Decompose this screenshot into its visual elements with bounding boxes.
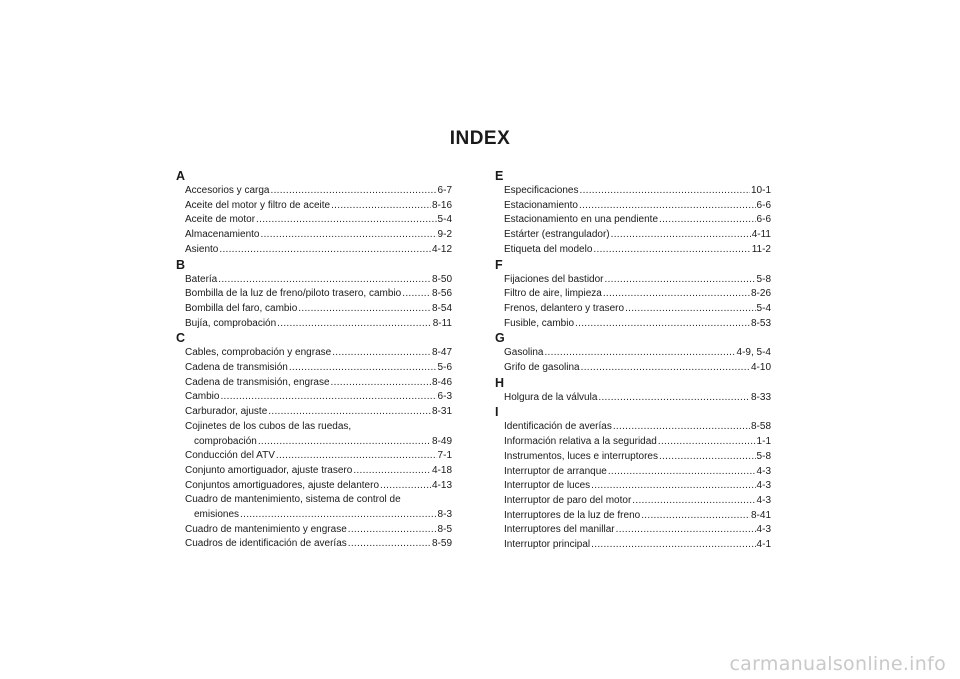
entry-text: Almacenamiento bbox=[185, 229, 260, 241]
index-entry[interactable] bbox=[495, 273, 771, 288]
dot-leader bbox=[258, 435, 431, 450]
dot-leader bbox=[591, 479, 755, 494]
entry-page: 8-59 bbox=[431, 538, 452, 550]
dot-leader bbox=[658, 435, 756, 450]
index-entry[interactable] bbox=[176, 199, 452, 214]
dot-leader bbox=[581, 361, 750, 376]
entry-text: Asiento bbox=[185, 243, 219, 255]
index-column-right bbox=[495, 169, 771, 553]
entry-page: 6-7 bbox=[437, 185, 452, 196]
dot-leader bbox=[219, 243, 431, 258]
index-entry[interactable] bbox=[176, 420, 452, 435]
index-entry[interactable] bbox=[176, 302, 452, 317]
dot-leader bbox=[659, 450, 756, 465]
entry-page: 8-41 bbox=[750, 509, 771, 521]
index-column-left bbox=[176, 169, 452, 552]
entry-page: 5-8 bbox=[756, 450, 771, 462]
entry-text: Frenos, delantero y trasero bbox=[504, 302, 625, 314]
dot-leader bbox=[289, 361, 437, 376]
entry-page: 6-3 bbox=[437, 391, 452, 403]
dot-leader bbox=[591, 538, 755, 553]
index-letter-b: B bbox=[176, 257, 186, 272]
dot-leader bbox=[579, 184, 750, 199]
dot-leader bbox=[575, 317, 750, 332]
entry-page: 4-18 bbox=[431, 464, 452, 476]
dot-leader bbox=[240, 508, 437, 523]
dot-leader bbox=[579, 199, 756, 214]
index-entry[interactable] bbox=[495, 435, 771, 450]
dot-leader bbox=[611, 228, 751, 243]
entry-page: 4-1 bbox=[756, 539, 771, 551]
dot-leader bbox=[544, 346, 735, 361]
entry-text: Cuadros de identificación de averías bbox=[185, 538, 347, 550]
entry-page: 10-1 bbox=[750, 185, 771, 196]
dot-leader bbox=[332, 346, 431, 361]
entry-text: Aceite del motor y filtro de aceite bbox=[185, 199, 331, 211]
entry-text: Cadena de transmisión bbox=[185, 362, 288, 374]
entry-text: Aceite de motor bbox=[185, 214, 256, 226]
index-entry[interactable] bbox=[176, 317, 452, 332]
entry-text: Cambio bbox=[185, 391, 220, 403]
index-entry[interactable] bbox=[176, 523, 452, 538]
index-entry[interactable] bbox=[495, 199, 771, 214]
entry-text: Fusible, cambio bbox=[504, 317, 575, 329]
entry-page: 4-3 bbox=[756, 524, 771, 536]
entry-page: 6-6 bbox=[756, 199, 771, 211]
index-entry[interactable] bbox=[176, 449, 452, 464]
entry-page: 7-1 bbox=[437, 450, 452, 462]
entry-text: Cables, comprobación y engrase bbox=[185, 347, 332, 359]
entry-page: 8-56 bbox=[431, 288, 452, 300]
entry-text: Conjunto amortiguador, ajuste trasero bbox=[185, 464, 353, 476]
dot-leader bbox=[348, 523, 437, 538]
index-entry[interactable] bbox=[176, 405, 452, 420]
dot-leader bbox=[256, 213, 437, 228]
entry-page: 4-3 bbox=[756, 494, 771, 506]
entry-text-continuation: emisiones bbox=[194, 509, 240, 521]
dot-leader bbox=[298, 302, 431, 317]
entry-text: Instrumentos, luces e interruptores bbox=[504, 450, 658, 462]
dot-leader bbox=[268, 405, 431, 420]
entry-page: 11-2 bbox=[751, 243, 771, 255]
index-entry[interactable] bbox=[495, 213, 771, 228]
dot-leader bbox=[353, 464, 431, 479]
dot-leader bbox=[270, 184, 436, 199]
dot-leader bbox=[641, 509, 750, 524]
index-entry[interactable] bbox=[495, 509, 771, 524]
entry-text: Etiqueta del modelo bbox=[504, 243, 593, 255]
entry-text: Especificaciones bbox=[504, 185, 579, 196]
page-title: INDEX bbox=[449, 128, 511, 149]
entry-text: Cuadro de mantenimiento, sistema de control de bbox=[185, 494, 401, 506]
dot-leader bbox=[348, 537, 431, 552]
entry-page: 1-1 bbox=[756, 436, 771, 448]
index-entry[interactable] bbox=[495, 346, 771, 361]
index-entry[interactable] bbox=[176, 361, 452, 376]
index-entry[interactable] bbox=[495, 228, 771, 243]
entry-page: 5-4 bbox=[756, 302, 771, 314]
entry-page: 8-16 bbox=[431, 199, 452, 211]
index-entry[interactable] bbox=[176, 287, 452, 302]
dot-leader bbox=[603, 287, 750, 302]
entry-text: Cadena de transmisión, engrase bbox=[185, 376, 330, 388]
index-entry[interactable] bbox=[495, 287, 771, 302]
entry-page: 4-3 bbox=[756, 465, 771, 477]
index-entry[interactable] bbox=[176, 243, 452, 258]
entry-page: 8-33 bbox=[750, 391, 771, 403]
entry-text: Cojinetes de los cubos de las ruedas, bbox=[185, 420, 352, 432]
index-entry[interactable] bbox=[495, 479, 771, 494]
entry-text: Identificación de averías bbox=[504, 421, 612, 433]
entry-page: 8-58 bbox=[750, 421, 771, 433]
entry-text: Conjuntos amortiguadores, ajuste delantero bbox=[185, 479, 380, 491]
dot-leader bbox=[632, 494, 755, 509]
dot-leader bbox=[402, 287, 431, 302]
entry-page: 6-6 bbox=[756, 214, 771, 226]
index-entry[interactable] bbox=[176, 464, 452, 479]
index-letter-g: G bbox=[495, 331, 505, 346]
index-entry[interactable] bbox=[176, 184, 452, 199]
entry-text: Carburador, ajuste bbox=[185, 406, 268, 418]
entry-page: 8-26 bbox=[750, 288, 771, 300]
entry-text: Estacionamiento en una pendiente bbox=[504, 214, 659, 226]
entry-page: 4-10 bbox=[750, 362, 771, 374]
dot-leader bbox=[605, 273, 756, 288]
index-entry-continuation[interactable] bbox=[176, 435, 452, 450]
dot-leader bbox=[277, 317, 432, 332]
index-entry[interactable] bbox=[495, 450, 771, 465]
entry-page: 8-50 bbox=[431, 273, 452, 285]
index-entry[interactable] bbox=[176, 346, 452, 361]
entry-text: Bombilla de la luz de freno/piloto trasero, cambio bbox=[185, 288, 402, 300]
entry-page: 4-12 bbox=[431, 243, 452, 255]
entry-text: Cuadro de mantenimiento y engrase bbox=[185, 523, 347, 535]
entry-text: Gasolina bbox=[504, 347, 544, 359]
index-entry[interactable] bbox=[495, 494, 771, 509]
entry-text: Filtro de aire, limpieza bbox=[504, 288, 602, 300]
entry-page: 8-11 bbox=[432, 317, 452, 329]
index-entry[interactable] bbox=[176, 228, 452, 243]
entry-text: Interruptor de arranque bbox=[504, 465, 607, 477]
dot-leader bbox=[608, 465, 756, 480]
index-entry[interactable] bbox=[495, 243, 771, 258]
dot-leader bbox=[598, 391, 750, 406]
entry-text: Bujía, comprobación bbox=[185, 317, 277, 329]
entry-text: Interruptores de la luz de freno bbox=[504, 509, 641, 521]
dot-leader bbox=[625, 302, 755, 317]
watermark: carmanualsonline.info bbox=[729, 653, 946, 675]
index-entry[interactable] bbox=[176, 273, 452, 288]
index-letter-i: I bbox=[495, 405, 499, 420]
dot-leader bbox=[276, 449, 437, 464]
entry-page: 4-9, 5-4 bbox=[736, 347, 771, 359]
index-entry[interactable] bbox=[495, 538, 771, 553]
index-entry[interactable] bbox=[176, 213, 452, 228]
entry-text: Batería bbox=[185, 273, 218, 285]
entry-page: 5-6 bbox=[437, 362, 452, 374]
entry-text: Conducción del ATV bbox=[185, 450, 275, 462]
index-entry[interactable] bbox=[176, 390, 452, 405]
entry-page: 8-54 bbox=[431, 302, 452, 314]
dot-leader bbox=[218, 273, 431, 288]
entry-page: 4-11 bbox=[751, 229, 771, 241]
entry-text: Grifo de gasolina bbox=[504, 362, 580, 374]
index-letter-f: F bbox=[495, 257, 503, 272]
index-entry[interactable] bbox=[495, 302, 771, 317]
index-entry[interactable] bbox=[495, 523, 771, 538]
entry-text: Fijaciones del bastidor bbox=[504, 273, 604, 285]
entry-page: 4-3 bbox=[756, 480, 771, 492]
dot-leader bbox=[220, 390, 436, 405]
dot-leader bbox=[331, 199, 431, 214]
dot-leader bbox=[260, 228, 436, 243]
dot-leader bbox=[593, 243, 750, 258]
dot-leader bbox=[659, 213, 756, 228]
entry-text: Holgura de la válvula bbox=[504, 391, 598, 403]
index-entry[interactable] bbox=[495, 361, 771, 376]
index-entry[interactable] bbox=[495, 391, 771, 406]
entry-page: 8-49 bbox=[431, 435, 452, 447]
dot-leader bbox=[380, 479, 431, 494]
entry-text: Estacionamiento bbox=[504, 199, 578, 211]
entry-page: 8-31 bbox=[431, 406, 452, 418]
index-letter-e: E bbox=[495, 169, 504, 183]
entry-page: 8-46 bbox=[431, 376, 452, 388]
entry-text: Estárter (estrangulador) bbox=[504, 229, 610, 241]
index-letter-h: H bbox=[495, 375, 505, 390]
index-entry[interactable] bbox=[495, 184, 771, 199]
index-entry[interactable] bbox=[176, 376, 452, 391]
entry-page: 8-5 bbox=[437, 523, 452, 535]
entry-page: 9-2 bbox=[437, 229, 452, 241]
index-entry[interactable] bbox=[495, 317, 771, 332]
entry-text: Accesorios y carga bbox=[185, 185, 270, 196]
entry-text: Interruptores del manillar bbox=[504, 524, 615, 536]
entry-page: 5-4 bbox=[437, 214, 452, 226]
entry-page: 4-13 bbox=[431, 479, 452, 491]
entry-text: Información relativa a la seguridad bbox=[504, 436, 657, 448]
entry-text: Bombilla del faro, cambio bbox=[185, 302, 298, 314]
entry-page: 8-47 bbox=[431, 347, 452, 359]
entry-text: Interruptor principal bbox=[504, 539, 591, 551]
entry-text: Interruptor de paro del motor bbox=[504, 494, 632, 506]
dot-leader bbox=[331, 376, 431, 391]
entry-page: 8-3 bbox=[437, 509, 452, 521]
index-entry[interactable] bbox=[176, 537, 452, 552]
index-letter-c: C bbox=[176, 331, 186, 346]
entry-page: 5-8 bbox=[756, 273, 771, 285]
index-entry-continuation[interactable] bbox=[176, 508, 452, 523]
index-entry[interactable] bbox=[495, 465, 771, 480]
dot-leader bbox=[613, 420, 750, 435]
index-letter-a: A bbox=[176, 169, 186, 183]
index-entry[interactable] bbox=[176, 479, 452, 494]
entry-page: 8-53 bbox=[750, 317, 771, 329]
index-entry[interactable] bbox=[176, 493, 452, 508]
dot-leader bbox=[616, 523, 756, 538]
entry-text-continuation: comprobación bbox=[194, 435, 257, 447]
index-entry[interactable] bbox=[495, 420, 771, 435]
entry-text: Interruptor de luces bbox=[504, 480, 591, 492]
